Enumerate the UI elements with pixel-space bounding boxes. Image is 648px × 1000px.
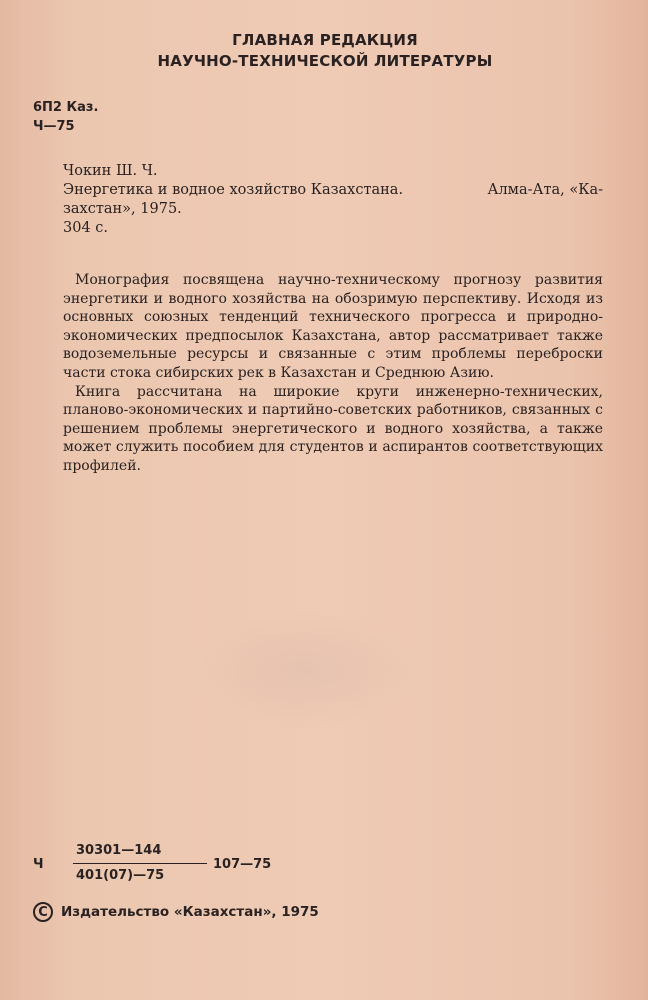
bibliographic-record — [63, 162, 603, 238]
fraction-line — [73, 863, 207, 864]
copyright-line — [33, 902, 319, 922]
index-letter: Ч — [33, 857, 44, 872]
publisher-header — [60, 30, 590, 72]
copyright-text: Издательство «Казахстан», 1975 — [61, 904, 319, 920]
annotation-text — [63, 271, 603, 476]
author-mark: Ч—75 — [33, 119, 75, 134]
biblio-title: Энергетика и водное хозяйство Казахстана. — [63, 182, 404, 198]
biblio-place-continued: захстан», 1975. — [63, 201, 182, 217]
index-numerator: 30301—144 — [76, 843, 162, 858]
faded-stamp — [190, 610, 420, 730]
index-formula — [33, 843, 333, 887]
annotation-paragraph-2: Книга рассчитана на широкие круги инженерно-технических, планово-экономических и партийно-советских работников, связанных с решением проблемы энергетического и водного хозяйства, а также может служить пособием для студентов и аспирантов соответствующих профилей. — [63, 383, 603, 474]
copyright-icon: C — [33, 902, 53, 922]
biblio-pages: 304 с. — [63, 220, 109, 236]
classification-code: 6П2 Каз. — [33, 100, 99, 115]
biblio-title-row — [63, 181, 603, 200]
classification-block — [33, 98, 98, 136]
index-suffix: 107—75 — [213, 857, 272, 872]
index-denominator: 401(07)—75 — [76, 868, 165, 883]
publisher-line-2: НАУЧНО-ТЕХНИЧЕСКОЙ ЛИТЕРАТУРЫ — [157, 52, 493, 70]
publisher-line-1: ГЛАВНАЯ РЕДАКЦИЯ — [232, 31, 418, 49]
biblio-author: Чокин Ш. Ч. — [63, 163, 158, 179]
annotation-paragraph-1: Монография посвящена научно-техническому прогнозу развития энергетики и водного хозяйства на обозримую перспективу. Исходя из основных союзных тенденций технического прогресса и природно-экономических предпосылок Казахстана, автор рассматривает также водоземельные ресурсы и связанные с этим проблемы переброски части стока сибирских рек в Казахстан и Среднюю Азию. — [63, 272, 603, 381]
biblio-place: Алма-Ата, «Ка- — [487, 182, 603, 198]
